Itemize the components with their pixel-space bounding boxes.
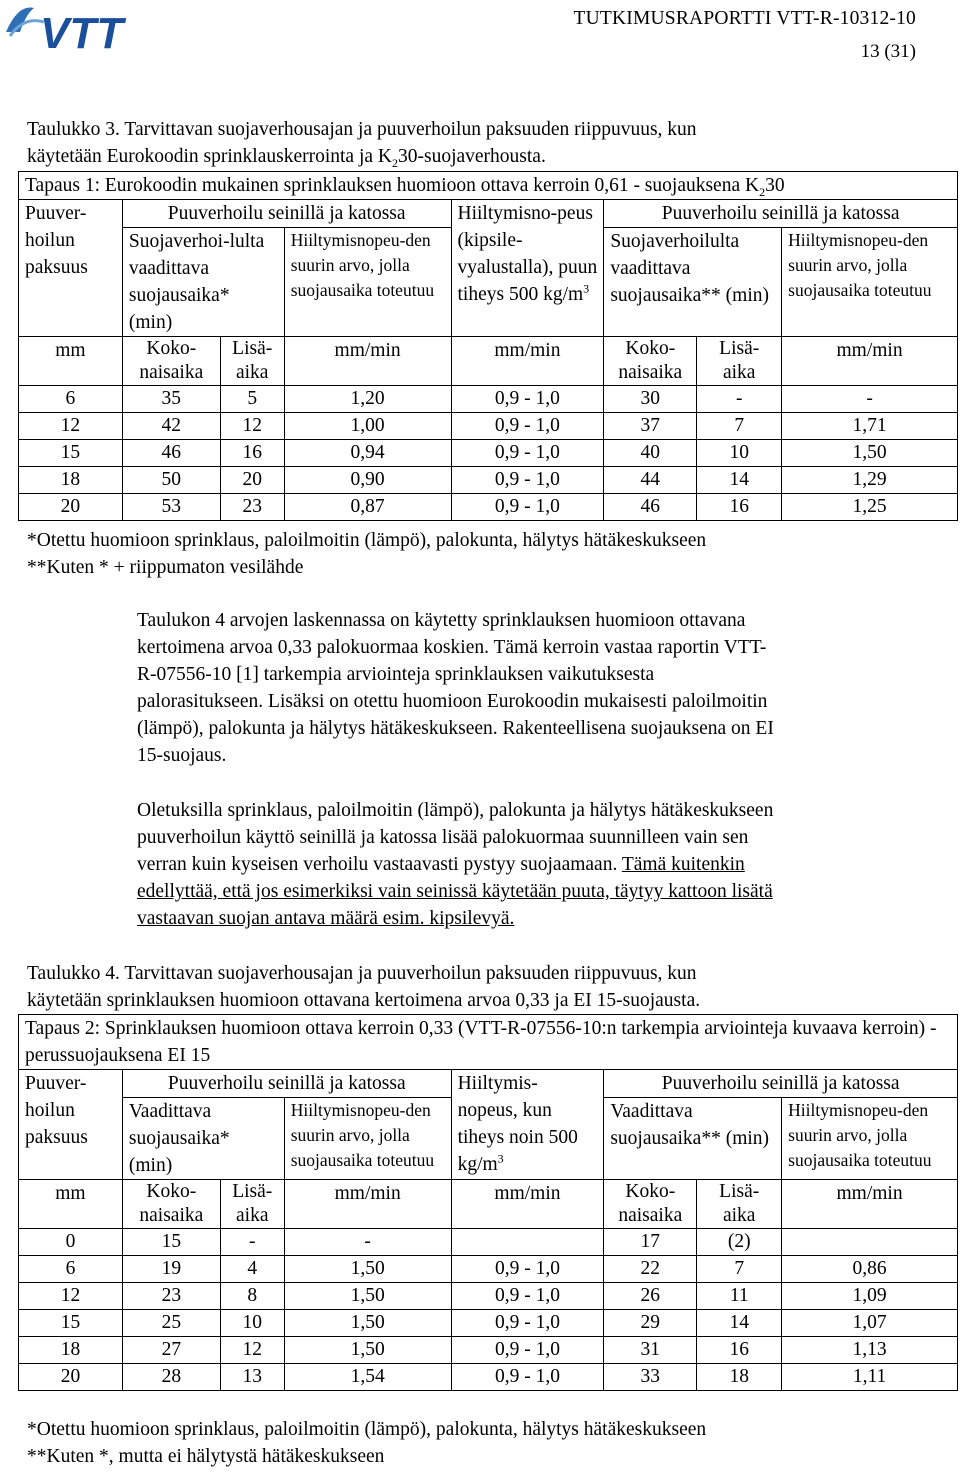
table-cell: 12 <box>220 1337 284 1364</box>
table-cell: 16 <box>697 494 782 521</box>
table-row <box>19 467 958 494</box>
table-cell: 50 <box>122 467 220 494</box>
table-cell: 0,94 <box>284 440 451 467</box>
table4-u-mm: mm <box>19 1180 123 1229</box>
table-cell <box>451 1229 604 1256</box>
table3-u-extra2: Lisä-aika <box>697 337 782 386</box>
table-cell: 22 <box>604 1256 697 1283</box>
table-cell: 46 <box>122 440 220 467</box>
table-cell: 0,9 - 1,0 <box>451 1310 604 1337</box>
table-cell: 0,9 - 1,0 <box>451 1283 604 1310</box>
table-cell: 25 <box>122 1310 220 1337</box>
table-cell: - <box>220 1229 284 1256</box>
table-cell: 29 <box>604 1310 697 1337</box>
table-cell: 16 <box>697 1337 782 1364</box>
table-cell: 6 <box>19 1256 123 1283</box>
table-cell: 1,54 <box>284 1364 451 1391</box>
table3-h-group2: Puuverhoilu seinillä ja katossa <box>604 200 958 228</box>
report-id: TUTKIMUSRAPORTTI VTT-R-10312-10 <box>573 8 916 29</box>
table-cell: 20 <box>19 1364 123 1391</box>
table-cell: 0,9 - 1,0 <box>451 440 604 467</box>
table4-h-col4: Vaadittava suojausaika** (min) <box>604 1098 782 1180</box>
table4-u-rate3: mm/min <box>782 1180 958 1229</box>
table-cell: 0,87 <box>284 494 451 521</box>
table-cell: (2) <box>697 1229 782 1256</box>
table-cell: 11 <box>697 1283 782 1310</box>
table3-u-rate3: mm/min <box>782 337 958 386</box>
table-cell: 26 <box>604 1283 697 1310</box>
table4-case: Tapaus 2: Sprinklauksen huomioon ottava kerroin 0,33 (VTT-R-07556-10:n tarkempia arviointeja kuvaava kerroin) - perussuojauksena EI 15 <box>19 1015 958 1070</box>
table-cell: 12 <box>220 413 284 440</box>
table-cell: 0,9 - 1,0 <box>451 1337 604 1364</box>
table-cell: 23 <box>220 494 284 521</box>
table-cell: 7 <box>697 1256 782 1283</box>
paragraph2-line: verran kuin kyseisen verhoilu vastaavasti pystyy suojaamaan. Tämä kuitenkin <box>137 854 745 875</box>
table-cell: 31 <box>604 1337 697 1364</box>
table3-header-row <box>19 200 958 228</box>
table-cell: 0,9 - 1,0 <box>451 494 604 521</box>
table-cell: 18 <box>697 1364 782 1391</box>
table-cell: 28 <box>122 1364 220 1391</box>
table-cell: 1,13 <box>782 1337 958 1364</box>
table3-u-total2: Koko-naisaika <box>604 337 697 386</box>
table-cell: 1,50 <box>284 1310 451 1337</box>
table-cell: 0,9 - 1,0 <box>451 1256 604 1283</box>
table3-h-group1: Puuverhoilu seinillä ja katossa <box>122 200 451 228</box>
table-cell: 42 <box>122 413 220 440</box>
table3-h-col4: Suojaverhoilulta vaadittava suojausaika** (min) <box>604 228 782 337</box>
table-cell: 1,50 <box>284 1283 451 1310</box>
table-row <box>19 494 958 521</box>
table-cell: 15 <box>19 440 123 467</box>
table-cell: 46 <box>604 494 697 521</box>
table-cell: 1,09 <box>782 1283 958 1310</box>
table-cell: 0 <box>19 1229 123 1256</box>
table-cell: 4 <box>220 1256 284 1283</box>
table-cell: 20 <box>220 467 284 494</box>
table-cell: 37 <box>604 413 697 440</box>
table-cell: 23 <box>122 1283 220 1310</box>
table3-h-col3: Hiiltymisno-peus (kipsile-vyalustalla), puun tiheys 500 $kg/m^3$ <box>451 200 604 337</box>
vtt-logo-text: VTT <box>40 9 124 50</box>
table-cell: 15 <box>122 1229 220 1256</box>
table-cell: 6 <box>19 386 123 413</box>
table4-note2: **Kuten *, mutta ei hälytystä hätäkeskukseen <box>27 1446 385 1467</box>
table4-h-group2: Puuverhoilu seinillä ja katossa <box>604 1070 958 1098</box>
table-cell: 30 <box>604 386 697 413</box>
table-cell: - <box>697 386 782 413</box>
table3-units-row <box>19 337 958 386</box>
table-cell: 7 <box>697 413 782 440</box>
table3-h-col5: Hiiltymisnopeu-den suurin arvo, jolla suojausaika toteutuu <box>782 228 958 337</box>
table4-u-total2: Koko-naisaika <box>604 1180 697 1229</box>
table4-caption-line1: Taulukko 4. Tarvittavan suojaverhousajan ja puuverhoilun paksuuden riippuvuus, kun <box>27 963 697 984</box>
paragraph2 <box>137 797 927 932</box>
table-cell: 16 <box>220 440 284 467</box>
table4-units-row <box>19 1180 958 1229</box>
table-cell: - <box>782 386 958 413</box>
table-cell: 12 <box>19 413 123 440</box>
table3-u-rate2: mm/min <box>451 337 604 386</box>
table4-h-group1: Puuverhoilu seinillä ja katossa <box>122 1070 451 1098</box>
table-cell: 18 <box>19 1337 123 1364</box>
table-row <box>19 386 958 413</box>
table3-note1: *Otettu huomioon sprinklaus, paloilmoitin (lämpö), palokunta, hälytys hätäkeskukseen <box>27 530 707 551</box>
table-cell: - <box>284 1229 451 1256</box>
table-cell: 0,9 - 1,0 <box>451 386 604 413</box>
table4-note1: *Otettu huomioon sprinklaus, paloilmoitin (lämpö), palokunta, hälytys hätäkeskukseen <box>27 1419 707 1440</box>
table-cell: 1,71 <box>782 413 958 440</box>
table-row <box>19 1256 958 1283</box>
table-cell: 0,9 - 1,0 <box>451 413 604 440</box>
table4-h-col1: Vaadittava suojausaika* (min) <box>122 1098 284 1180</box>
table-row <box>19 1229 958 1256</box>
paragraph2-line: vastaavan suojan antava määrä esim. kipsilevyä. <box>137 908 515 929</box>
table-cell: 10 <box>220 1310 284 1337</box>
table-cell: 0,9 - 1,0 <box>451 1364 604 1391</box>
table4-h-col5: Hiiltymisnopeu-den suurin arvo, jolla suojausaika toteutuu <box>782 1098 958 1180</box>
table-cell: 44 <box>604 467 697 494</box>
table-cell: 1,50 <box>284 1337 451 1364</box>
table-cell: 10 <box>697 440 782 467</box>
paragraph1-line: palorasitukseen. Lisäksi on otettu huomioon Eurokoodin mukaisesti paloilmoitin <box>137 691 768 712</box>
table3-caption-line2: käytetään Eurokoodin sprinklauskerrointa ja $K_230$-suojaverhousta. <box>27 146 546 170</box>
paragraph1-line: R-07556-10 [1] tarkempia arviointeja sprinklauksen vaikutuksesta <box>137 664 655 685</box>
table-cell: 0,90 <box>284 467 451 494</box>
table4-u-rate2: mm/min <box>451 1180 604 1229</box>
table-cell: 35 <box>122 386 220 413</box>
table-row <box>19 1310 958 1337</box>
vtt-logo <box>4 2 154 50</box>
table-cell: 19 <box>122 1256 220 1283</box>
paragraph1-line: kertoimena arvoa 0,33 palokuormaa koskien. Tämä kerroin vastaa raportin VTT- <box>137 637 767 658</box>
table-cell: 13 <box>220 1364 284 1391</box>
table-cell: 1,00 <box>284 413 451 440</box>
table3-u-mm: mm <box>19 337 123 386</box>
table-cell: 12 <box>19 1283 123 1310</box>
table-row <box>19 440 958 467</box>
table-row <box>19 1364 958 1391</box>
paragraph1-line: (lämpö), palokunta ja hälytys hätäkeskukseen. Rakenteellisena suojauksena on EI <box>137 718 774 739</box>
table-cell: 0,9 - 1,0 <box>451 467 604 494</box>
table-cell: 0,86 <box>782 1256 958 1283</box>
table3-h-col1: Suojaverhoi-lulta vaadittava suojausaika* (min) <box>122 228 284 337</box>
paragraph2-line: edellyttää, että jos esimerkiksi vain seinissä käytetään puuta, täytyy kattoon lisätä <box>137 881 773 902</box>
table4-u-extra2: Lisä-aika <box>697 1180 782 1229</box>
table-cell: 5 <box>220 386 284 413</box>
table-cell: 1,50 <box>782 440 958 467</box>
table-cell <box>782 1229 958 1256</box>
table-cell: 1,11 <box>782 1364 958 1391</box>
table-row <box>19 413 958 440</box>
table4-h-col3: Hiiltymis-nopeus, kun tiheys noin 500 $kg/m^3$ <box>451 1070 604 1180</box>
table-cell: 14 <box>697 467 782 494</box>
paragraph1-line: 15-suojaus. <box>137 745 227 766</box>
paragraph2-line: puuverhoilun käyttö seinillä ja katossa lisää palokuormaa suunnilleen vain sen <box>137 827 749 848</box>
table-row <box>19 1337 958 1364</box>
table-cell: 27 <box>122 1337 220 1364</box>
table4-caption-line2: käytetään sprinklauksen huomioon ottavana kertoimena arvoa 0,33 ja EI 15-suojausta. <box>27 990 701 1011</box>
table3-u-extra: Lisä-aika <box>220 337 284 386</box>
table3-case-row <box>19 172 958 200</box>
table4-u-total: Koko-naisaika <box>122 1180 220 1229</box>
table4-body <box>19 1229 958 1391</box>
table-cell: 20 <box>19 494 123 521</box>
table3-body <box>19 386 958 521</box>
table4-h-col2: Hiiltymisnopeu-den suurin arvo, jolla suojausaika toteutuu <box>284 1098 451 1180</box>
table-cell: 14 <box>697 1310 782 1337</box>
table3-caption-line1: Taulukko 3. Tarvittavan suojaverhousajan ja puuverhoilun paksuuden riippuvuus, kun <box>27 119 697 140</box>
table3-u-rate1: mm/min <box>284 337 451 386</box>
table-cell: 1,07 <box>782 1310 958 1337</box>
table3-case: Tapaus 1: Eurokoodin mukainen sprinklauksen huomioon ottava kerroin 0,61 - suojauksena $K_230$ <box>19 172 958 200</box>
table4-u-rate1: mm/min <box>284 1180 451 1229</box>
table3-h-thickness: Puuver-hoilun paksuus <box>19 200 123 337</box>
table-cell: 1,20 <box>284 386 451 413</box>
table-cell: 15 <box>19 1310 123 1337</box>
table-cell: 8 <box>220 1283 284 1310</box>
table-cell: 33 <box>604 1364 697 1391</box>
table3-u-total: Koko-naisaika <box>122 337 220 386</box>
table4-case-row <box>19 1015 958 1070</box>
table-cell: 53 <box>122 494 220 521</box>
table4-h-thickness: Puuver-hoilun paksuus <box>19 1070 123 1180</box>
table3 <box>18 171 958 521</box>
paragraph1-line: Taulukon 4 arvojen laskennassa on käytetty sprinklauksen huomioon ottavana <box>137 610 746 631</box>
paragraph1 <box>137 607 927 769</box>
table3-h-col2: Hiiltymisnopeu-den suurin arvo, jolla suojausaika toteutuu <box>284 228 451 337</box>
table-cell: 40 <box>604 440 697 467</box>
table-cell: 18 <box>19 467 123 494</box>
underlined-text: Tämä kuitenkin <box>621 854 745 875</box>
table4 <box>18 1014 958 1391</box>
table-cell: 1,50 <box>284 1256 451 1283</box>
table4-header-row <box>19 1070 958 1098</box>
table-row <box>19 1283 958 1310</box>
table-cell: 1,29 <box>782 467 958 494</box>
page-number: 13 (31) <box>860 41 916 62</box>
table4-u-extra: Lisä-aika <box>220 1180 284 1229</box>
paragraph2-line: Oletuksilla sprinklaus, paloilmoitin (lämpö), palokunta ja hälytys hätäkeskukseen <box>137 800 774 821</box>
table-cell: 1,25 <box>782 494 958 521</box>
table3-note2: **Kuten * + riippumaton vesilähde <box>27 557 304 578</box>
table-cell: 17 <box>604 1229 697 1256</box>
